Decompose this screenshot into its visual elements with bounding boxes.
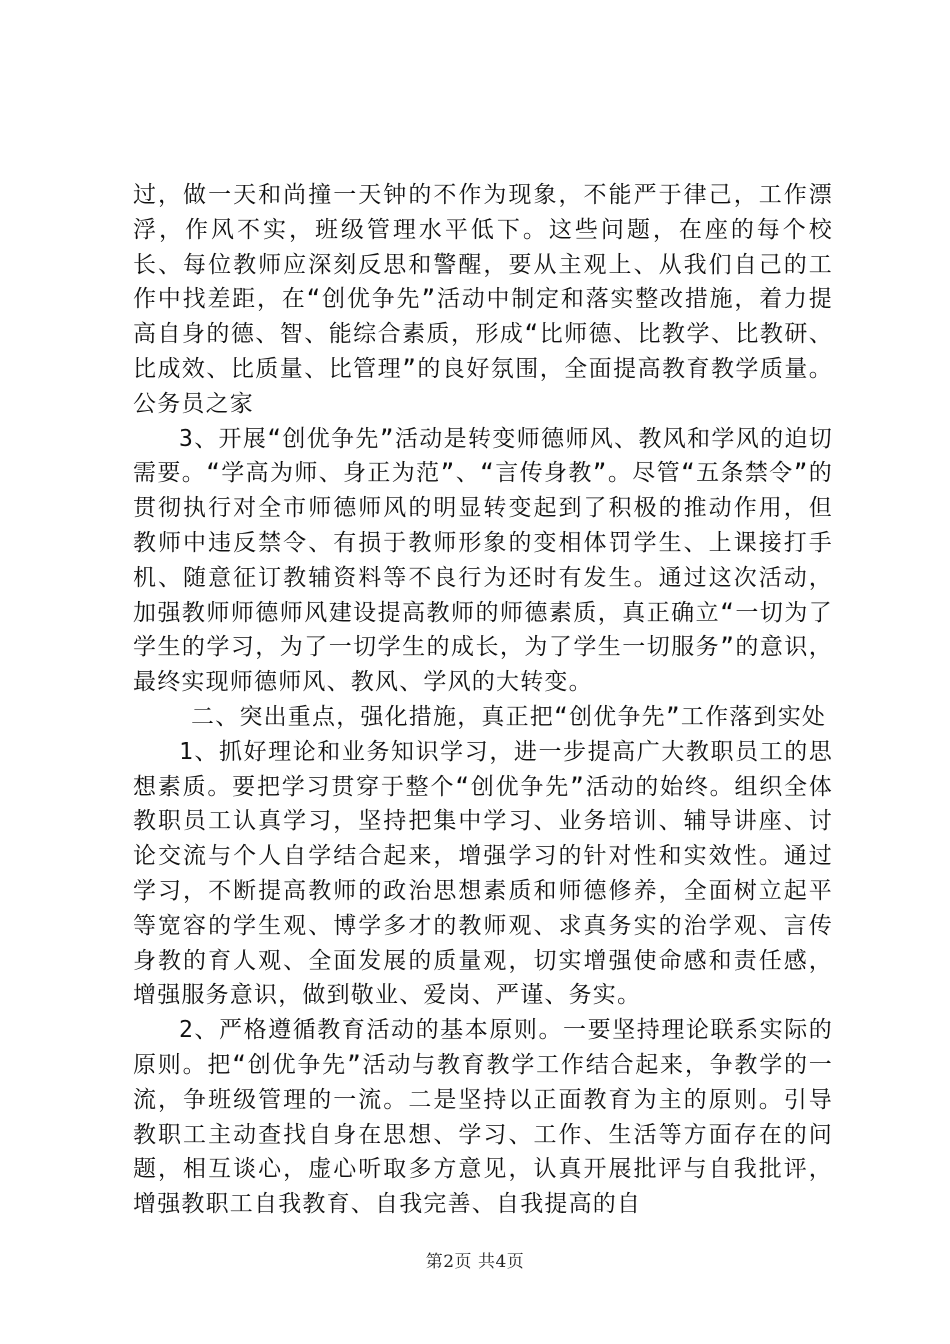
paragraph-continuation: 过，做一天和尚撞一天钟的不作为现象，不能严于律己，工作漂浮，作风不实，班级管理水平低下。这些问题，在座的每个校长、每位教师应深刻反思和警醒，要从主观上、从我们自己的工作中找差距，在“创优争先”活动中制定和落实整改措施，着力提高自身的德、智、能综合素质，形成“比师德、比教学、比教研、比成效、比质量、比管理”的良好氛围，全面提高教育教学质量。公务员之家 — [133, 182, 833, 417]
page-number-footer: 第2页 共4页 — [425, 1252, 525, 1272]
paragraph-item-1: 1、抓好理论和业务知识学习，进一步提高广大教职员工的思想素质。要把学习贯穿于整个“创优争先”活动的始终。组织全体教职员工认真学习，坚持把集中学习、业务培训、辅导讲座、讨论交流与个人自学结合起来，增强学习的针对性和实效性。通过学习，不断提高教师的政治思想素质和师德修养，全面树立起平等宽容的学生观、博学多才的教师观、求真务实的治学观、言传身教的育人观、全面发展的质量观，切实增强使命感和责任感，增强服务意识，做到敬业、爱岗、严谨、务实。 — [133, 738, 833, 1009]
paragraph-item-2: 2、严格遵循教育活动的基本原则。一要坚持理论联系实际的原则。把“创优争先”活动与教育教学工作结合起来，争教学的一流，争班级管理的一流。二是坚持以正面教育为主的原则。引导教职工主动查找自身在思想、学习、工作、生活等方面存在的问题，相互谈心，虚心听取多方意见，认真开展批评与自我批评，增强教职工自我教育、自我完善、自我提高的自 — [133, 1017, 833, 1218]
section-heading-2: 二、突出重点，强化措施，真正把“创优争先”工作落到实处 — [191, 703, 827, 730]
paragraph-item-3: 3、开展“创优争先”活动是转变师德师风、教风和学风的迫切需要。“学高为师、身正为范”、“言传身教”。尽管“五条禁令”的贯彻执行对全市师德师风的明显转变起到了积极的推动作用，但教师中违反禁令、有损于教师形象的变相体罚学生、上课接打手机、随意征订教辅资料等不良行为还时有发生。通过这次活动，加强教师师德师风建设提高教师的师德素质，真正确立“一切为了学生的学习，为了一切学生的成长，为了学生一切服务”的意识，最终实现师德师风、教风、学风的大转变。 — [133, 425, 833, 696]
document-body — [133, 178, 833, 1222]
